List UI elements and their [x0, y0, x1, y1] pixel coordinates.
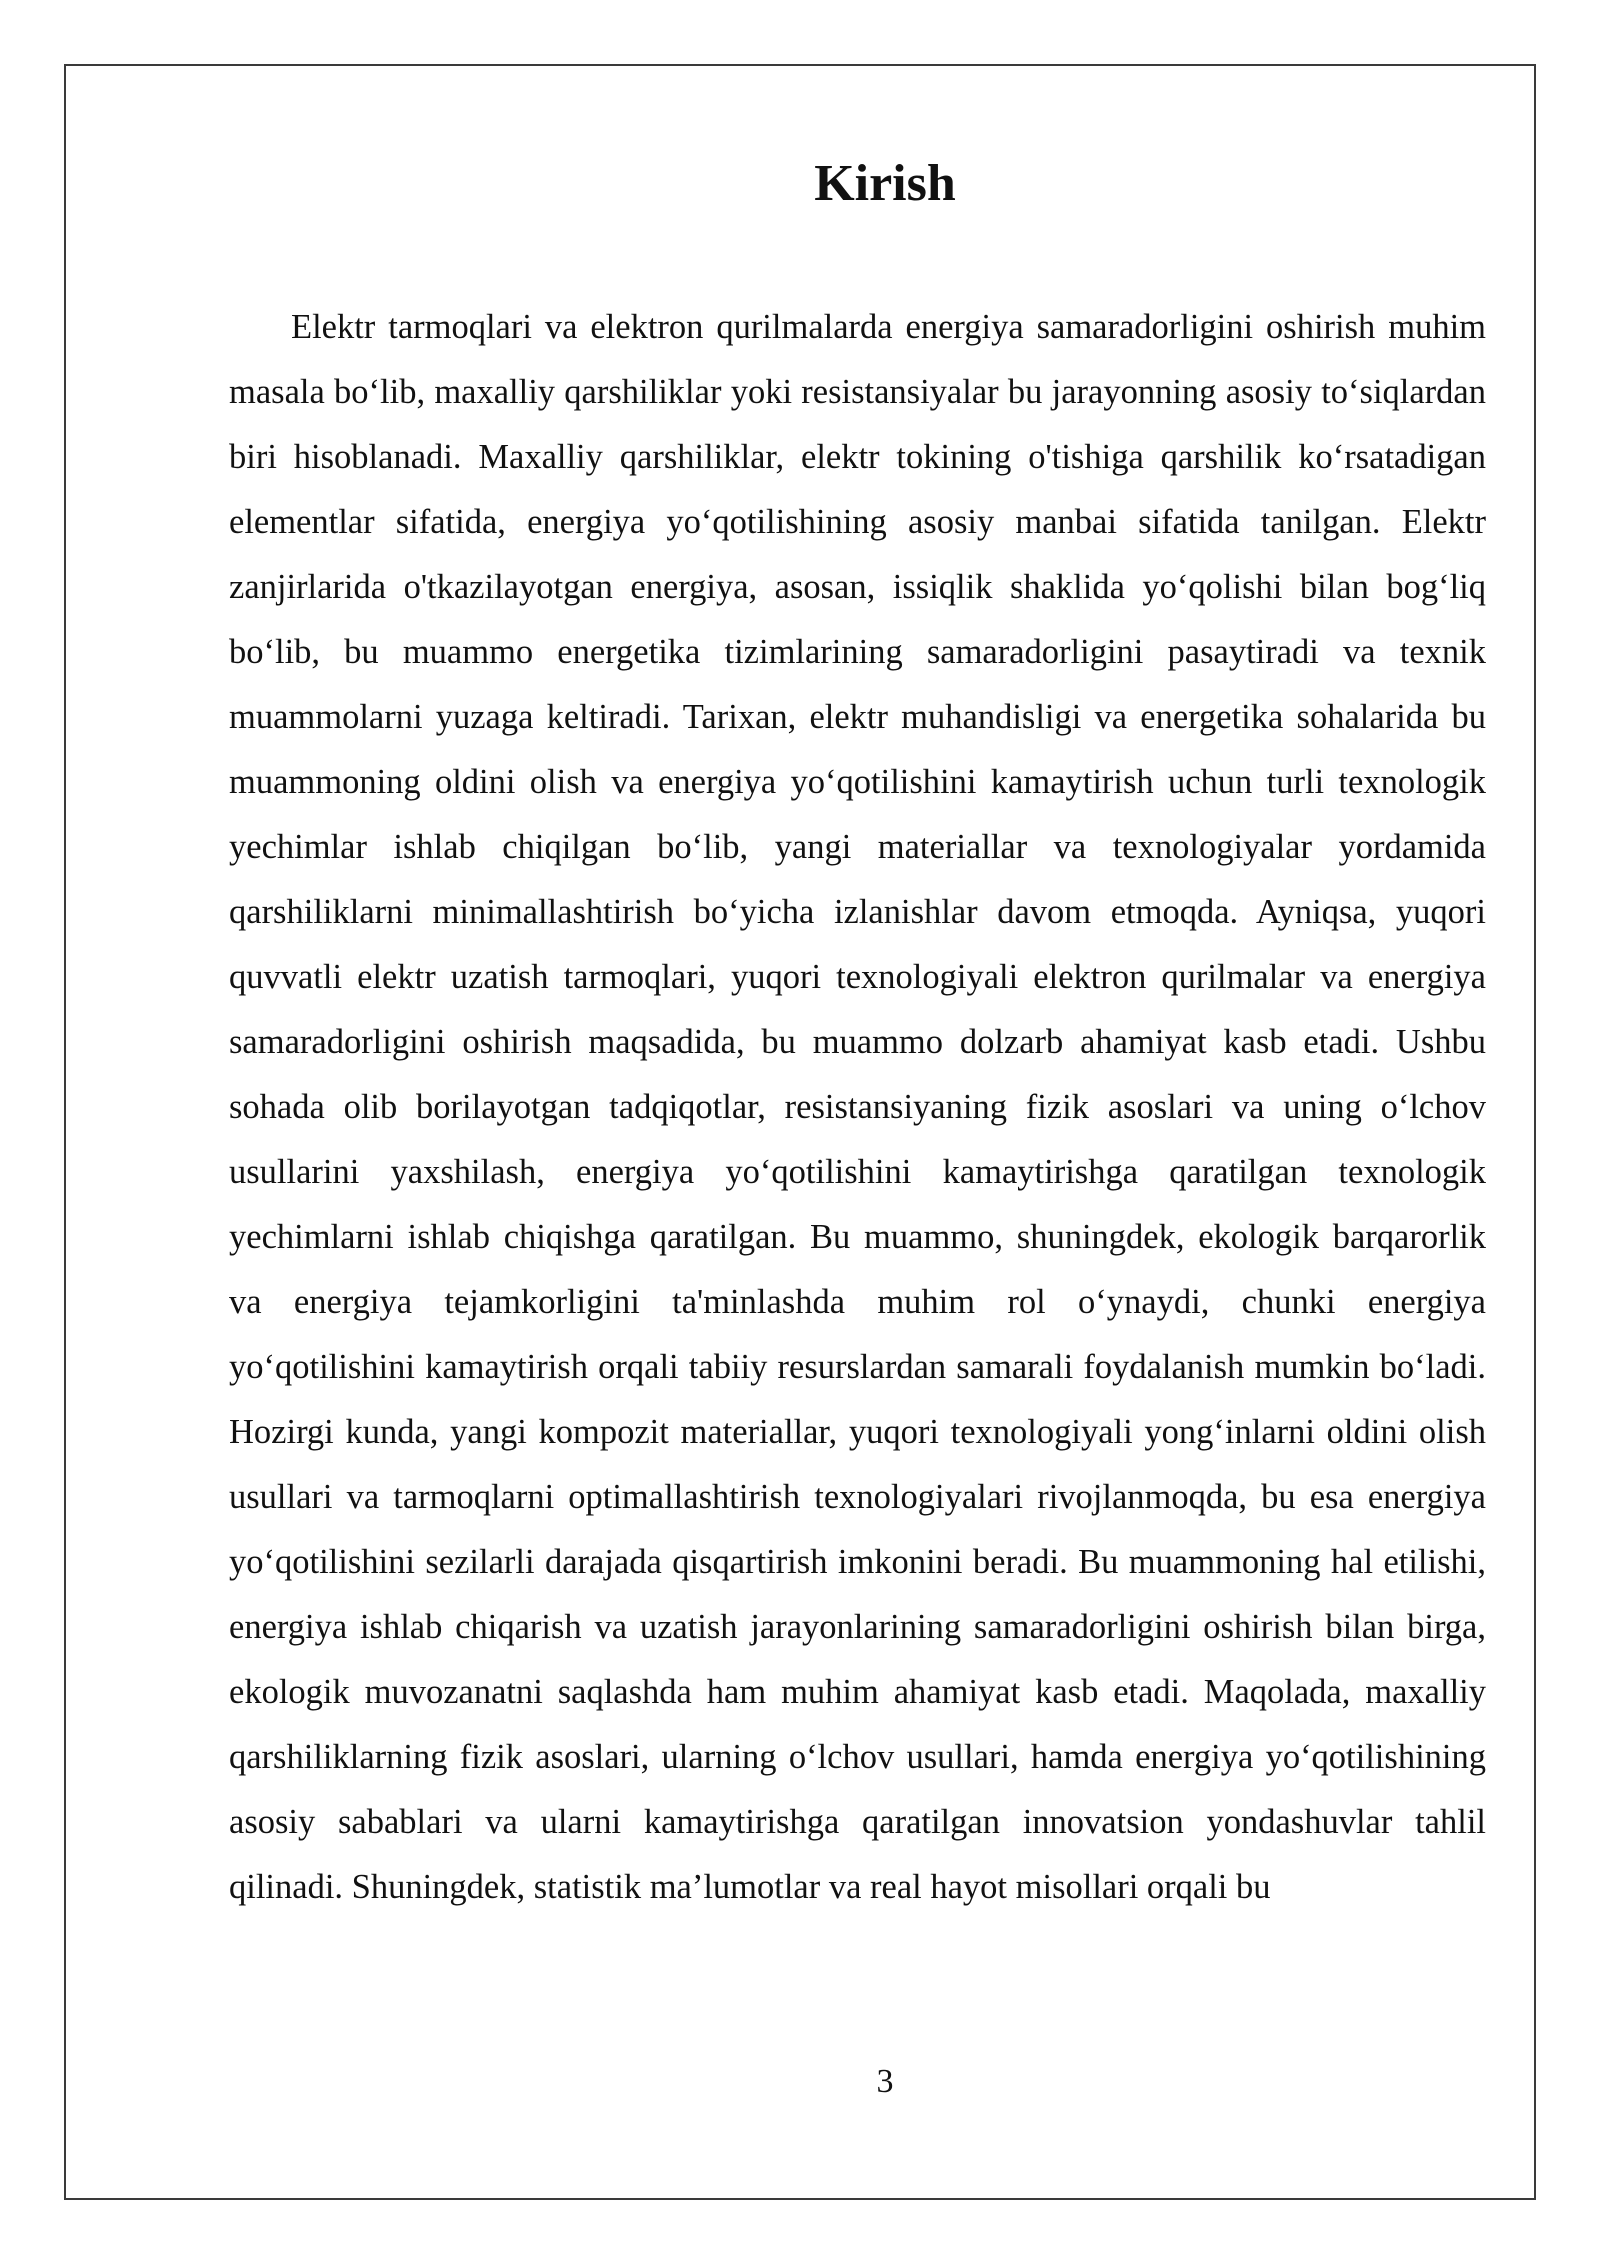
body-paragraph: Elektr tarmoqlari va elektron qurilmalarda energiya samaradorligini oshirish muhim masala bo‘lib, maxalliy qarshiliklar yoki resistansiyalar bu jarayonning asosiy to‘siqlardan biri hisoblanadi. Maxalliy qarshiliklar, elektr tokining o'tishiga qarshilik ko‘rsatadigan elementlar sifatida, energiya yo‘qotilishining asosiy manbai sifatida tanilgan. Elektr zanjirlarida o'tkazilayotgan energiya, asosan, issiqlik shaklida yo‘qolishi bilan bog‘liq bo‘lib, bu muammo energetika tizimlarining samaradorligini pasaytiradi va texnik muammolarni yuzaga keltiradi. Tarixan, elektr muhandisligi va energetika sohalarida bu muammoning oldini olish va energiya yo‘qotilishini kamaytirish uchun turli texnologik yechimlar ishlab chiqilgan bo‘lib, yangi materiallar va texnologiyalar yordamida qarshiliklarni minimallashtirish bo‘yicha izlanishlar davom etmoqda. Ayniqsa, yuqori quvvatli elektr uzatish tarmoqlari, yuqori texnologiyali elektron qurilmalar va energiya samaradorligini oshirish maqsadida, bu muammo dolzarb ahamiyat kasb etadi. Ushbu sohada olib borilayotgan tadqiqotlar, resistansiyaning fizik asoslari va uning o‘lchov usullarini yaxshilash, energiya yo‘qotilishini kamaytirishga qaratilgan texnologik yechimlarni ishlab chiqishga qaratilgan. Bu muammo, shuningdek, ekologik barqarorlik va energiya tejamkorligini ta'minlashda muhim rol o‘ynaydi, chunki energiya yo‘qotilishini kamaytirish orqali tabiiy resurslardan samarali foydalanish mumkin bo‘ladi. Hozirgi kunda, yangi kompozit materiallar, yuqori texnologiyali yong‘inlarni oldini olish usullari va tarmoqlarni optimallashtirish texnologiyalari rivojlanmoqda, bu esa energiya yo‘qotilishini sezilarli darajada qisqartirish imkonini beradi. Bu muammoning hal etilishi, energiya ishlab chiqarish va uzatish jarayonlarining samaradorligini oshirish bilan birga, ekologik muvozanatni saqlashda ham muhim ahamiyat kasb etadi. Maqolada, maxalliy qarshiliklarning fizik asoslari, ularning o‘lchov usullari, hamda energiya yo‘qotilishining asosiy sabablari va ularni kamaytirishga qaratilgan innovatsion yondashuvlar tahlil qilinadi. Shuningdek, statistik ma’lumotlar va real hayot misollari orqali bu	[229, 308, 1486, 1906]
page-number: 3	[876, 2063, 894, 2100]
page-title: Kirish	[814, 155, 956, 212]
